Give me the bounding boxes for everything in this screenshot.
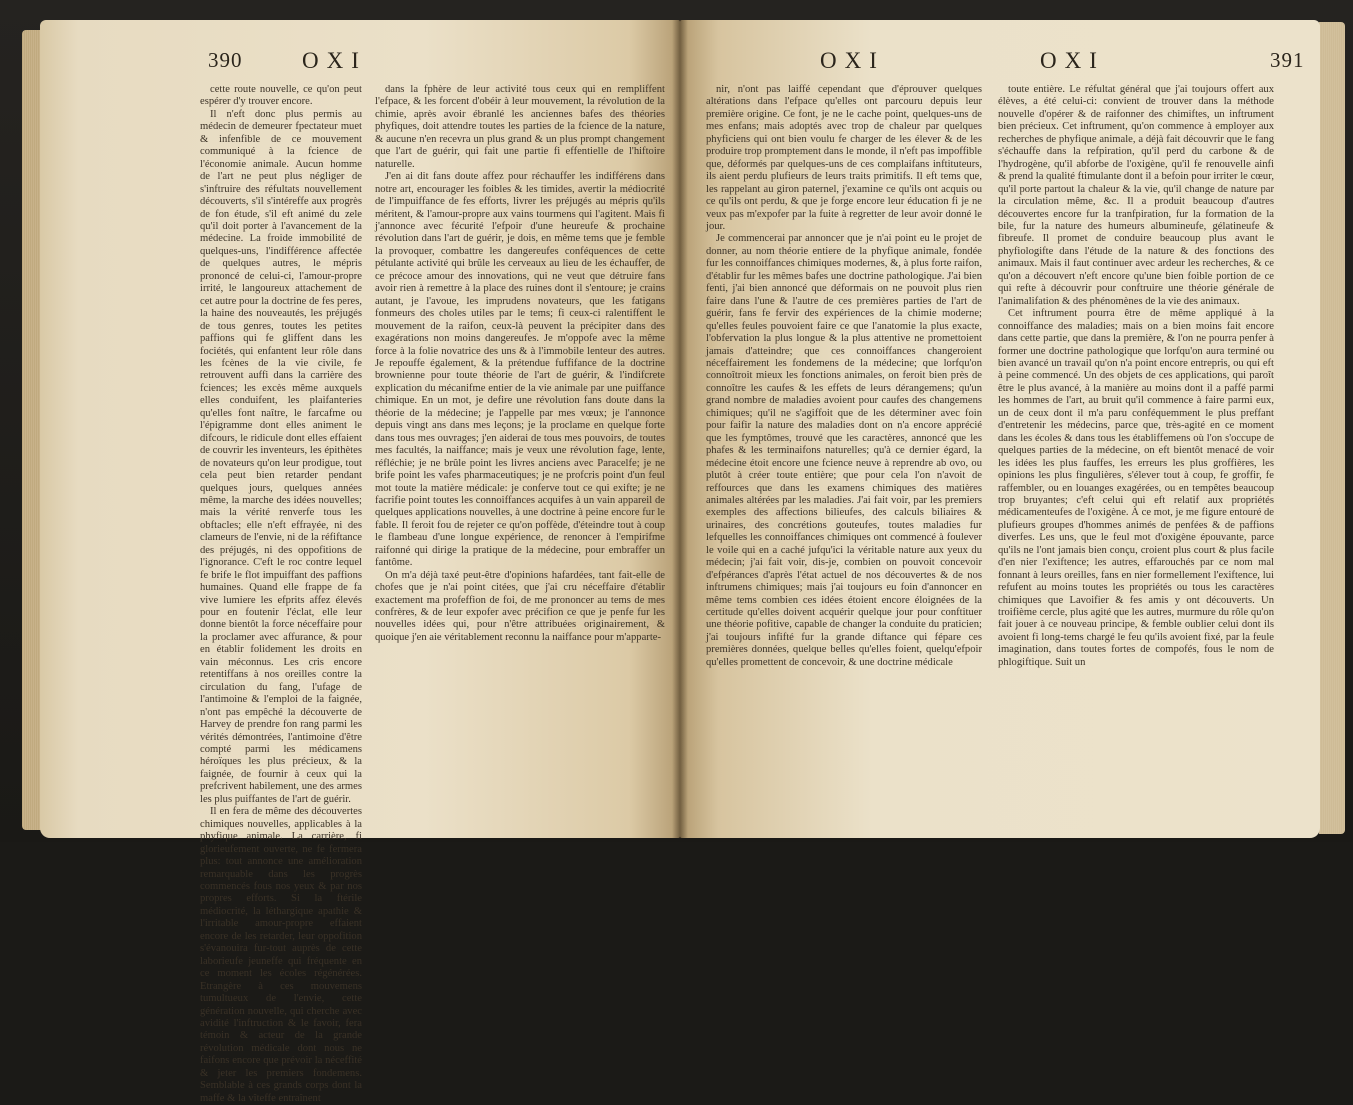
right-page-header [680,48,1320,88]
left-col2-paragraph: J'en ai dit fans doute affez pour réchauffer les indifférens dans notre art, encourager les foibles & les timides, avertir la médiocrité de l'impuiffance de fes efforts, livrer les préjugés au mépris qu'ils méritent, & l'amour-propre aux vains tourmens qui l'agitent. Mais fi j'annonce avec fécurité l'efpoir d'une heureufe & prochaine révolution dans l'art de guérir, je dois, en même tems que je femble la provoquer, combattre les dangereufes conféquences de cette pétulante activité qui brûle les cerveaux au lieu de les échauffer, de ce précoce amour des innovations, qui ne veut que détruire fans avoir rien à remettre à la place des ruines dont il s'entoure; je crains autant, je l'avoue, les imprudens novateurs, que les fatigans fonmeurs des choles utiles par le tems; fi ceux-ci ralentiffent le mouvement de la raifon, ceux-là peuvent la précipiter dans des exagérations non moins dangereufes. Je m'oppofe avec la même force à la folie novatrice des uns & à l'immobile lenteur des autres. Je repouffe également, & la prétendue fuffifance de la doctrine brownienne pour toute théorie de l'art de guérir, & l'indifcrete explication du mécanifme entier de la vie animale par une puiffance chimique. En un mot, je defire une révolution fans doute dans la théorie de la médecine; je l'appelle par mes vœux; je l'annonce depuis vingt ans dans mes leçons; je la proclame en quelque forte dans tous mes ouvrages; j'en aiderai de tous mes pouvoirs, de toutes mes facultés, la naiffance; mais je veux une révolution fage, lente, réfléchie; je ne brûle point les livres anciens avec Paracelfe; je ne brife point les vafes pharmaceutiques; je ne profcris point d'un feul mot toute la matière médicale: je conferve tout ce qui exifte; je ne facrifie point toutes les connoiffances acquifes à un vain appareil de quelques applications nouvelles, à une doctrine à peine encore fur le fable. Il feroit fou de rejeter ce qu'on poffède, d'éteindre tout à coup le flambeau d'une longue expérience, de renoncer à l'empirifme raifonné qui dirige la pratique de la médecine, pour embraffer un fantôme. [375,171,665,569]
right-page-edges [1319,22,1345,834]
left-col1-paragraph: cette route nouvelle, ce qu'on peut espérer d'y trouver encore. [200,84,362,108]
right-col1-paragraph: nir, n'ont pas laiffé cependant que d'éprouver quelques altérations dans l'efpace qu'elles ont parcouru depuis leur première origine. Ce font, je ne le cache point, quelques-uns de mes enfans; mais adoptés avec trop de chaleur par quelques phyficiens qui ont bien voulu fe charger de les élever & de les produire trop promptement dans le monde, il n'eft pas impoffible que, déformés par quelques-uns de ces complaifans inftituteurs, ils aient perdu plufieurs de leurs traits primitifs. Il eft tems que, les rappelant au giron paternel, j'examine ce qu'ils ont acquis ou ce qu'ils ont perdu, & que je forge encore leur éducation fi je ne veux pas m'expofer par la fuite à regretter de leur avoir donné le jour. [706,84,982,232]
left-col2-paragraph: On m'a déjà taxé peut-être d'opinions hafardées, tant fait-elle de chofes que je n'ai point citées, que j'ai cru néceffaire d'établir exactement ma profeffion de foi, de me prononcer au tems de mes confrères, & de leur expofer avec précifion ce que je penfe fur les nouvelles idées qui, pour n'être attribuées originairement, & quoique j'en aie véritablement reconnu la naiffance pour m'apparte- [375,569,665,643]
right-column-1 [706,84,982,824]
left-col1-paragraph: Il n'eft donc plus permis au médecin de demeurer fpectateur muet & infenfible de ce mouvement communiqué à la fcience de l'économie animale. Aucun homme de l'art ne peut plus négliger de s'inftruire des réfultats nouvellement découverts, s'il s'intéreffe aux progrès de fon étude, s'il eft animé du zele qu'il doit porter à l'avancement de la médecine. La froide immobilité de quelques-uns, l'indifférence affectée de quelques autres, le mépris prononcé de celui-ci, l'amour-propre irrité, le langoureux attachement de cet autre pour la doctrine de fes peres, la haine des nouveautés, les préjugés de tous genres, toutes les petites paffions qui fe gliffent dans les fociétés, qui enfantent leur rôle dans les fcènes de la vie civile, fe retrouvent auffi dans la carrière des fciences; les excès même auxquels elles conduifent, les plaifanteries qu'elles font naître, le farcafme ou l'épigramme dont elles animent le difcours, le ridicule dont elles effaient de couvrir les inventeurs, les épithètes de novateurs qu'on leur prodigue, tout cela peut bien retarder pendant quelques jours, quelques années même, la marche des idées nouvelles; mais la vérité renverfe tous les obftacles; elle n'eft effrayée, ni des clameurs de l'envie, ni de la réfiftance des préjugés, ni des oppofitions de l'ignorance. C'eft le roc contre lequel fe brife le flot impuiffant des paffions humaines. Quand elle frappe de fa vive lumiere les efprits affez élevés pour en foutenir l'éclat, elle leur donne bientôt la force néceffaire pour la proclamer avec affurance, & pour en établir folidement les droits en vain méconnus. Les cris encore retentiffans à nos oreilles contre la circulation du fang, l'ufage de l'antimoine & l'emploi de la faignée, n'ont pas empêché la découverte de Harvey de prendre fon rang parmi les vérités démontrées, l'antimoine d'être compté parmi les médicamens héroïques les plus précieux, & la faignée, de fournir à ceux qui la prefcrivent habilement, une des armes les plus puiffantes de l'art de guérir. [200,108,362,805]
right-running-head-2: OXI [1040,48,1105,73]
left-column-1 [200,84,362,1104]
left-col2-paragraph: dans la fphère de leur activité tous ceux qui en rempliffent l'efpace, & les forcent d'obéir à leur mouvement, la révolution de la chimie, après avoir ébranlé les anciennes bafes des théories phyfiques, doit attendre toutes les parties de la fcience de la nature, & aucune n'en recevra un plus grand & un plus prompt changement que l'art de guérir, qui fait une partie fi effentielle de l'hiftoire naturelle. [375,84,665,170]
left-col1-paragraph: Il en fera de même des découvertes chimiques nouvelles, applicables à la phyfique animale. La carrière, fi glorieufement ouverte, ne fe fermera plus: tout annonce une amélioration remarquable dans les progrès commencés fous nos yeux & par nos propres efforts. Si la ftérile médiocrité, la léthargique apathie & l'irritable amour-propre effaient encore de les retarder, leur oppofition s'évanouira fur-tout auprès de cette laborieufe jeuneffe qui fréquente en ce moment les écoles régénérées. Etrangère à ces mouvemens tumultueux de l'envie, cette génération nouvelle, qui cherche avec avidité l'inftruction & le favoir, fera témoin & acteur de la grande révolution médicale dont nous ne faifons encore que prévoir la néceffité & jeter les premiers fondemens. Semblable à ces grands corps dont la maffe & la vîteffe entraînent [200,806,362,1104]
left-page-header [40,48,680,88]
left-page [40,20,680,1104]
right-col1-paragraph: Je commencerai par annoncer que je n'ai point eu le projet de donner, au nom théorie entiere de la phyfique animale, fondée fur les connoiffances chimiques modernes, &, à plus forte raifon, d'établir fur les mêmes bafes une doctrine pathologique. J'ai bien fenti, j'ai bien annoncé que déformais on ne pouvoit plus rien faire dans l'une & l'autre de ces premières parties de l'art de guérir, fans fe fervir des expériences de la chimie moderne; qu'elles feules pouvoient faire ce que l'anatomie la plus exacte, l'obfervation la plus longue & la plus attentive ne promettoient jamais d'atteindre; que ces connoiffances changeroient néceffairement les fondemens de la médecine; que lorfqu'on connoîtroit mieux les fonctions animales, on feroit bien près de connoître les caufes & les effets de leurs dérangemens; qu'un grand nombre de maladies avoient pour caufes des changemens chimiques; qu'il ne s'agiffoit que de les déterminer avec foin pour faifir la nature des maladies dont on n'a encore apprécié que les fymptômes, trouvé que les caractères, annoncé que les phafes & les terminaifons naturelles; qu'à ce dernier égard, la médecine étoit encore une fcience neuve à reprendre ab ovo, ou plutôt à créer toute entière; que pour cela l'on n'avoit de reffources que dans les examens chimiques des matières animales altérées par les maladies. J'ai fait voir, par les premiers exemples des affections bilieufes, des calculs biliaires & urinaires, des concrétions gouteufes, toutes maladies fur lefquelles les connoiffances chimiques ont commencé à foulever le voile qui en a caché jufqu'ici la véritable nature aux yeux du médecin; j'ai fait voir, dis-je, combien on pouvoit concevoir d'efpérances d'après l'état actuel de nos découvertes & de nos inftrumens chimiques; mais j'ai toujours eu foin d'annoncer en même tems combien ces idées étoient encore éloignées de la certitude qu'elles doivent acquérir quelque jour pour conftituer une théorie pofitive, capable de changer la conduite du praticien; j'ai toujours infifté fur la grande diftance qui fépare ces premières données, quelque belles qu'elles foient, quelqu'efpoir qu'elles promettent de concevoir, & une doctrine médicale [706,233,982,668]
left-column-2 [375,84,665,824]
book-gutter [672,20,688,838]
right-col2-paragraph: toute entière. Le réfultat général que j'ai toujours offert aux élèves, a été celui-ci: convient de trouver dans la méthode nouvelle d'opérer & de raifonner des chimiftes, un inftrument bien précieux. Cet inftrument, qu'on commence à employer aux recherches de phyfique animale, a déjà fait découvrir que le fang s'échauffe dans la refpiration, qu'il perd du carbone & de l'hydrogène, qu'il abforbe de l'oxigène, qu'il fe renouvelle ainfi & prend la qualité ftimulante dont il a befoin pour irriter le cœur, qu'il porte partout la chaleur & la vie, qu'il change de nature par la circulation même, &c. Il a produit beaucoup d'autres découvertes encore fur la tranfpiration, fur la formation de la bile, fur la nature des humeurs albumineufe, gélatineufe & fibreufe. Il promet de conduire beaucoup plus avant le phyfiologifte dans l'étude de la nature & des fonctions des animaux. Mais il faut continuer avec ardeur les recherches, & ce qu'on a découvert n'eft encore qu'une bien foible portion de ce qui refte à découvrir pour conftruire une théorie générale de l'animalifation & des phénomènes de la vie des animaux. [998,84,1274,307]
left-page-number: 390 [208,48,243,72]
right-page [680,20,1320,838]
left-running-head: OXI [302,48,367,73]
right-page-number: 391 [1270,48,1305,72]
right-running-head-1: OXI [820,48,885,73]
right-col2-paragraph: Cet inftrument pourra être de même appliqué à la connoiffance des maladies; mais on a bien moins fait encore dans cette partie, que dans la première, & l'on ne pourra penfer à former une doctrine pathologique que lorfqu'on aura terminé ou bien avancé un travail qu'on n'a point encore entrepris, ou qui eft à peine commencé. Un des objets de ces applications, qui paroît être le plus avancé, à la manière au moins dont il a paffé parmi les hommes de l'art, au bruit qu'il commence à faire parmi eux, un de ceux dont il m'a paru conféquemment le plus preffant d'entretenir les médecins, parce que, très-agité en ce moment dans les écoles & dans tous les établiffemens où l'on s'occupe de quelques parties de la médecine, on eft bientôt menacé de voir les idées les plus fauffes, les erreurs les plus groffières, les opinions les plus fingulières, s'élever tout à coup, fe groffir, fe raffembler, ou en louanges exagérées, ou en tempêtes beaucoup trop bruyantes; c'eft celui qui eft relatif aux propriétés médicamenteufes de l'oxigène. À ce mot, je me figure entouré de plufieurs groupes d'hommes animés de penfées & de paffions diverfes. Les uns, que le feul mot d'oxigène épouvante, parce qu'ils ne l'ont jamais bien conçu, croient plus court & plus facile d'en nier l'exiftence; les autres, effarouchés par ce nom mal fonnant à leurs oreilles, fans en nier formellement l'exiftence, lui refufent au moins toutes les propriétés ou tous les caractères chimiques que Lavoifier & fes amis y ont découverts. Un troifième cercle, plus agité que les autres, murmure du rôle qu'on fait jouer à ce nouveau principe, & femble oublier celui dont ils avoient fi long-tems chargé le feu qu'ils avoient fixé, par la feule imagination, dans toutes fortes de compofés, fous le nom de phlogiftique. Suit un [998,308,1274,668]
right-column-2 [998,84,1274,824]
